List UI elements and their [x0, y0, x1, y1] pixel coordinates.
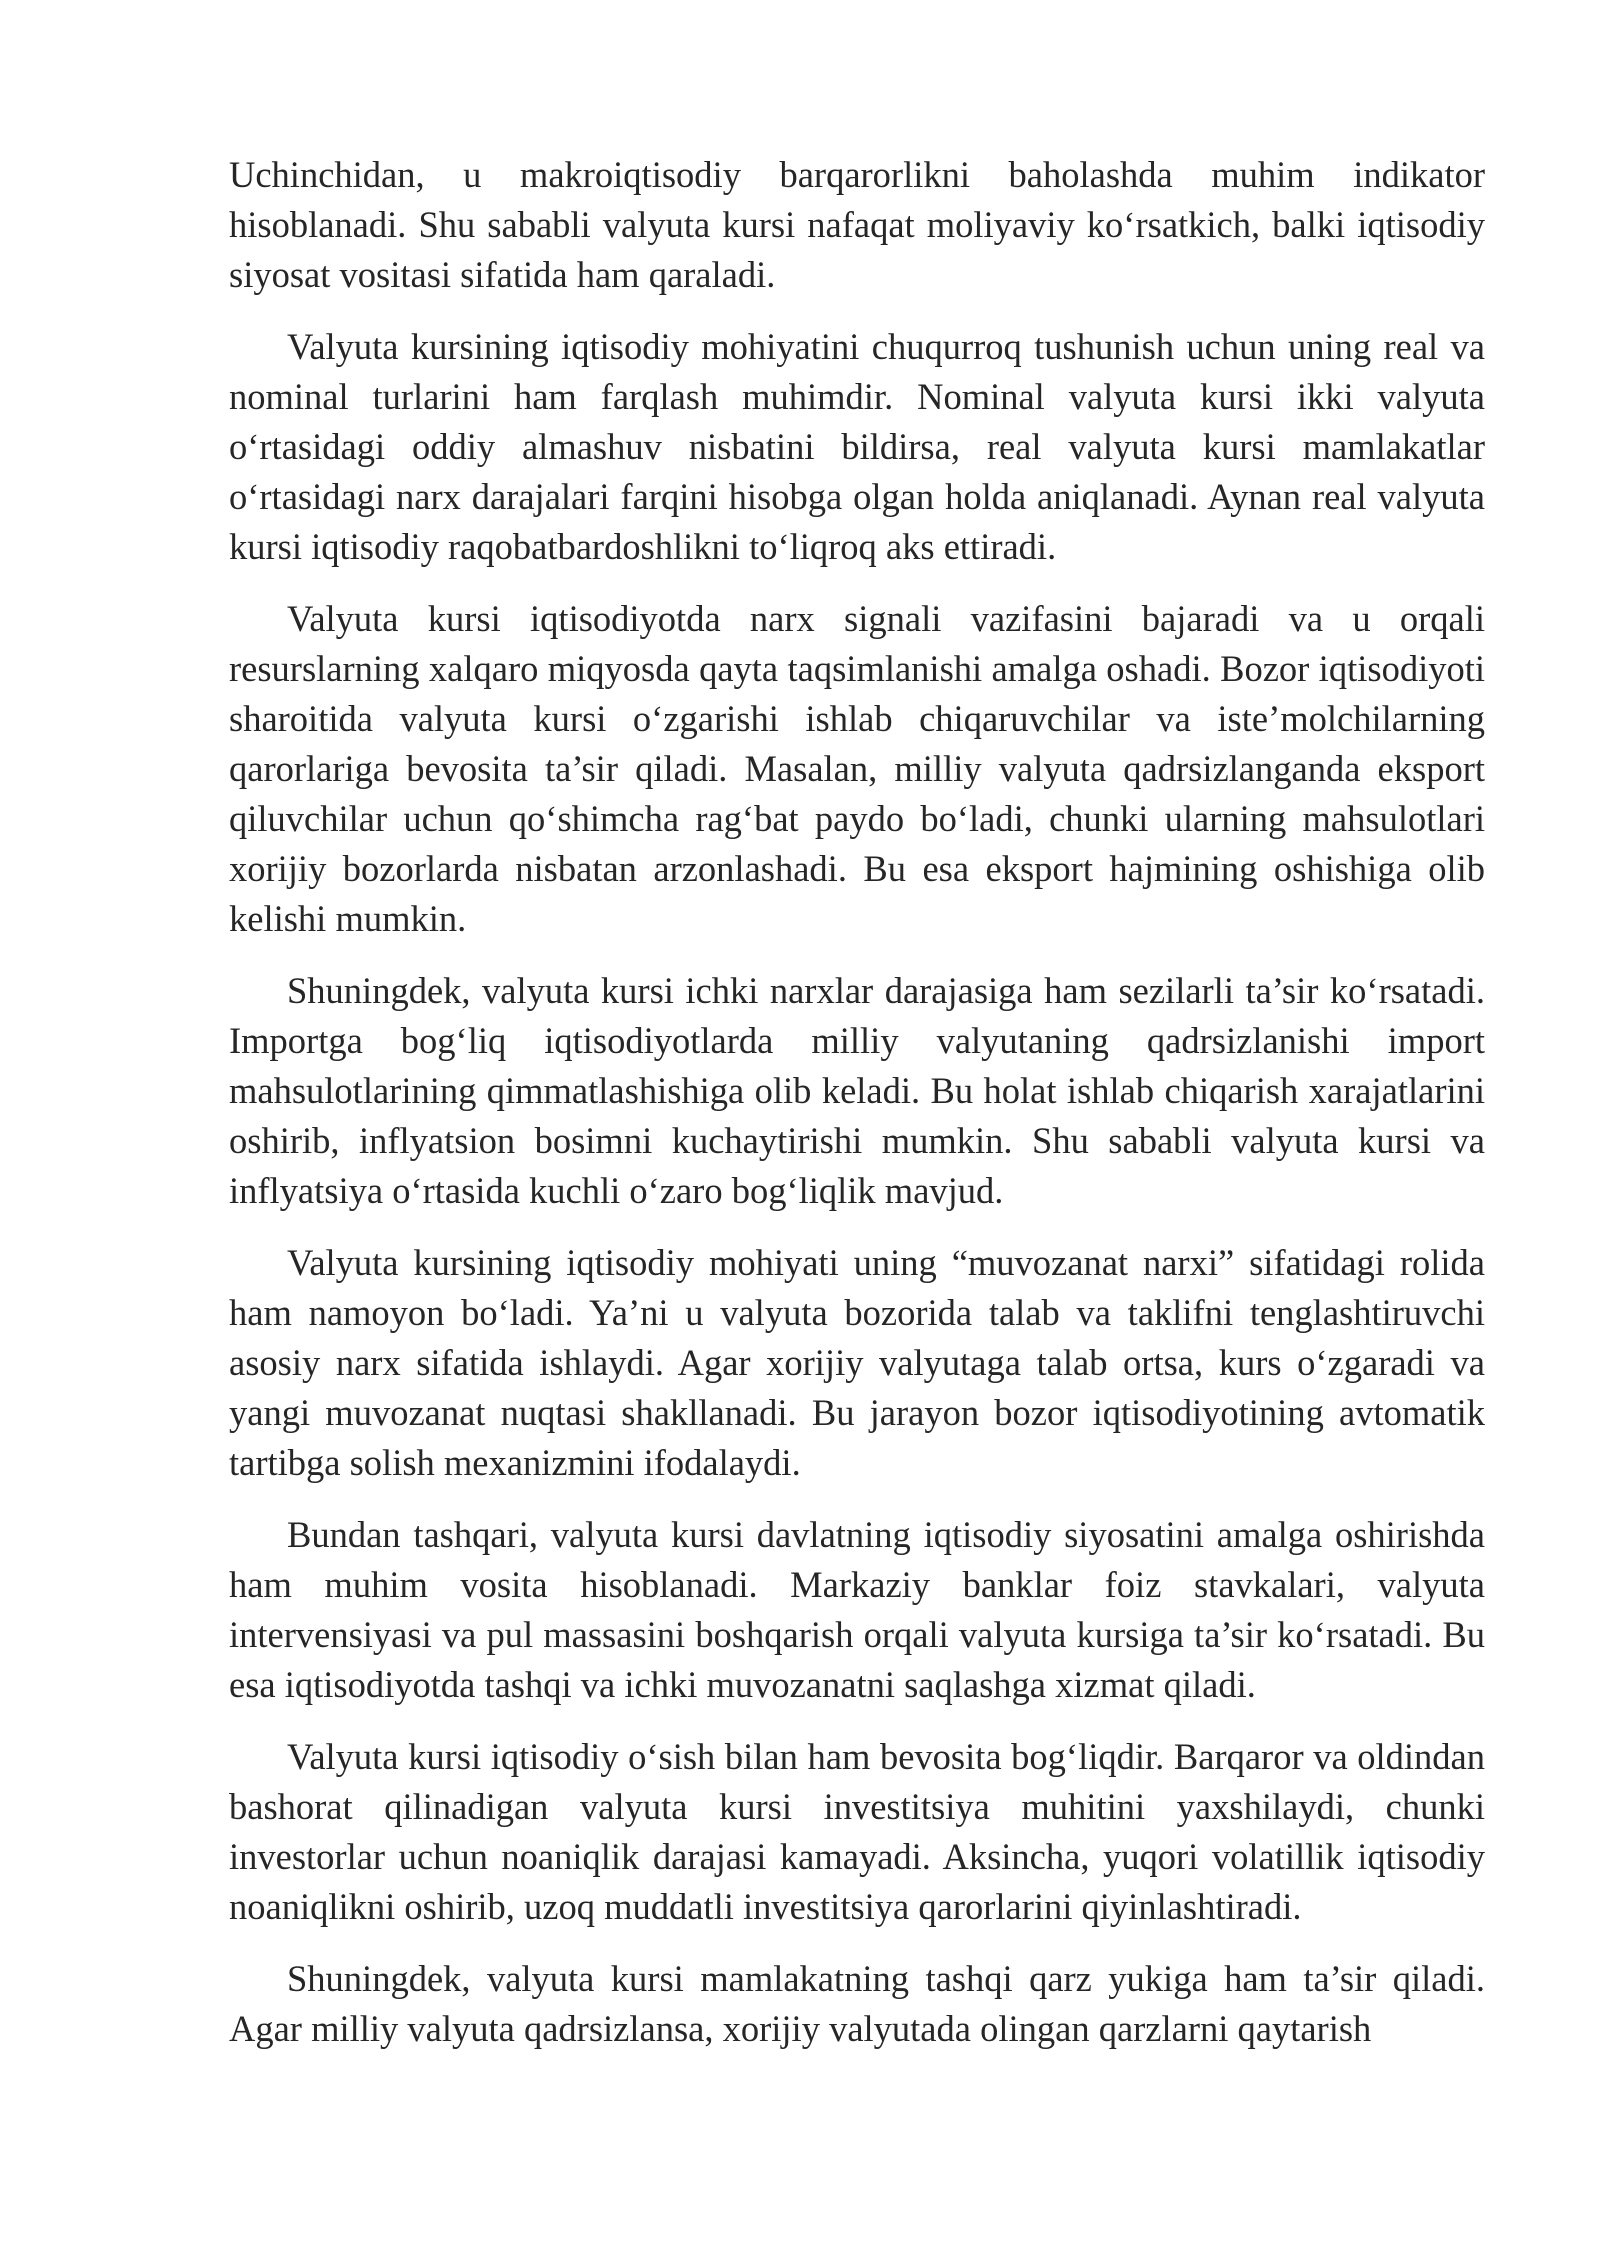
paragraph-2: Valyuta kursining iqtisodiy mohiyatini chuqurroq tushunish uchun uning real va nominal turlarini ham farqlash muhimdir. Nominal valyuta kursi ikki valyuta o‘rtasidagi oddiy almashuv nisbatini bildirsa, real valyuta kursi mamlakatlar o‘rtasidagi narx darajalari farqini hisobga olgan holda aniqlanadi. Aynan real valyuta kursi iqtisodiy raqobatbardoshlikni to‘liqroq aks ettiradi. [229, 326, 1485, 567]
paragraph-7: Valyuta kursi iqtisodiy o‘sish bilan ham bevosita bog‘liqdir. Barqaror va oldindan bashorat qilinadigan valyuta kursi investitsiya muhitini yaxshilaydi, chunki investorlar uchun noaniqlik darajasi kamayadi. Aksincha, yuqori volatillik iqtisodiy noaniqlikni oshirib, uzoq muddatli investitsiya qarorlarini qiyinlashtiradi. [229, 1736, 1485, 1927]
document-page [229, 150, 1485, 2054]
paragraph-4: Shuningdek, valyuta kursi ichki narxlar darajasiga ham sezilarli ta’sir ko‘rsatadi. Importga bog‘liq iqtisodiyotlarda milliy valyutaning qadrsizlanishi import mahsulotlarining qimmatlashishiga olib keladi. Bu holat ishlab chiqarish xarajatlarini oshirib, inflyatsion bosimni kuchaytirishi mumkin. Shu sababli valyuta kursi va inflyatsiya o‘rtasida kuchli o‘zaro bog‘liqlik mavjud. [229, 970, 1485, 1211]
paragraph-1: Uchinchidan, u makroiqtisodiy barqarorlikni baholashda muhim indikator hisoblanadi. Shu sababli valyuta kursi nafaqat moliyaviy ko‘rsatkich, balki iqtisodiy siyosat vositasi sifatida ham qaraladi. [229, 154, 1485, 295]
paragraph-6: Bundan tashqari, valyuta kursi davlatning iqtisodiy siyosatini amalga oshirishda ham muhim vosita hisoblanadi. Markaziy banklar foiz stavkalari, valyuta intervensiyasi va pul massasini boshqarish orqali valyuta kursiga ta’sir ko‘rsatadi. Bu esa iqtisodiyotda tashqi va ichki muvozanatni saqlashga xizmat qiladi. [229, 1514, 1485, 1705]
paragraph-5: Valyuta kursining iqtisodiy mohiyati uning “muvozanat narxi” sifatidagi rolida ham namoyon bo‘ladi. Ya’ni u valyuta bozorida talab va taklifni tenglashtiruvchi asosiy narx sifatida ishlaydi. Agar xorijiy valyutaga talab ortsa, kurs o‘zgaradi va yangi muvozanat nuqtasi shakllanadi. Bu jarayon bozor iqtisodiyotining avtomatik tartibga solish mexanizmini ifodalaydi. [229, 1242, 1485, 1483]
paragraph-3: Valyuta kursi iqtisodiyotda narx signali vazifasini bajaradi va u orqali resurslarning xalqaro miqyosda qayta taqsimlanishi amalga oshadi. Bozor iqtisodiyoti sharoitida valyuta kursi o‘zgarishi ishlab chiqaruvchilar va iste’molchilarning qarorlariga bevosita ta’sir qiladi. Masalan, milliy valyuta qadrsizlanganda eksport qiluvchilar uchun qo‘shimcha rag‘bat paydo bo‘ladi, chunki ularning mahsulotlari xorijiy bozorlarda nisbatan arzonlashadi. Bu esa eksport hajmining oshishiga olib kelishi mumkin. [229, 598, 1485, 939]
paragraph-8: Shuningdek, valyuta kursi mamlakatning tashqi qarz yukiga ham ta’sir qiladi. Agar milliy valyuta qadrsizlansa, xorijiy valyutada olingan qarzlarni qaytarish [229, 1958, 1485, 2049]
